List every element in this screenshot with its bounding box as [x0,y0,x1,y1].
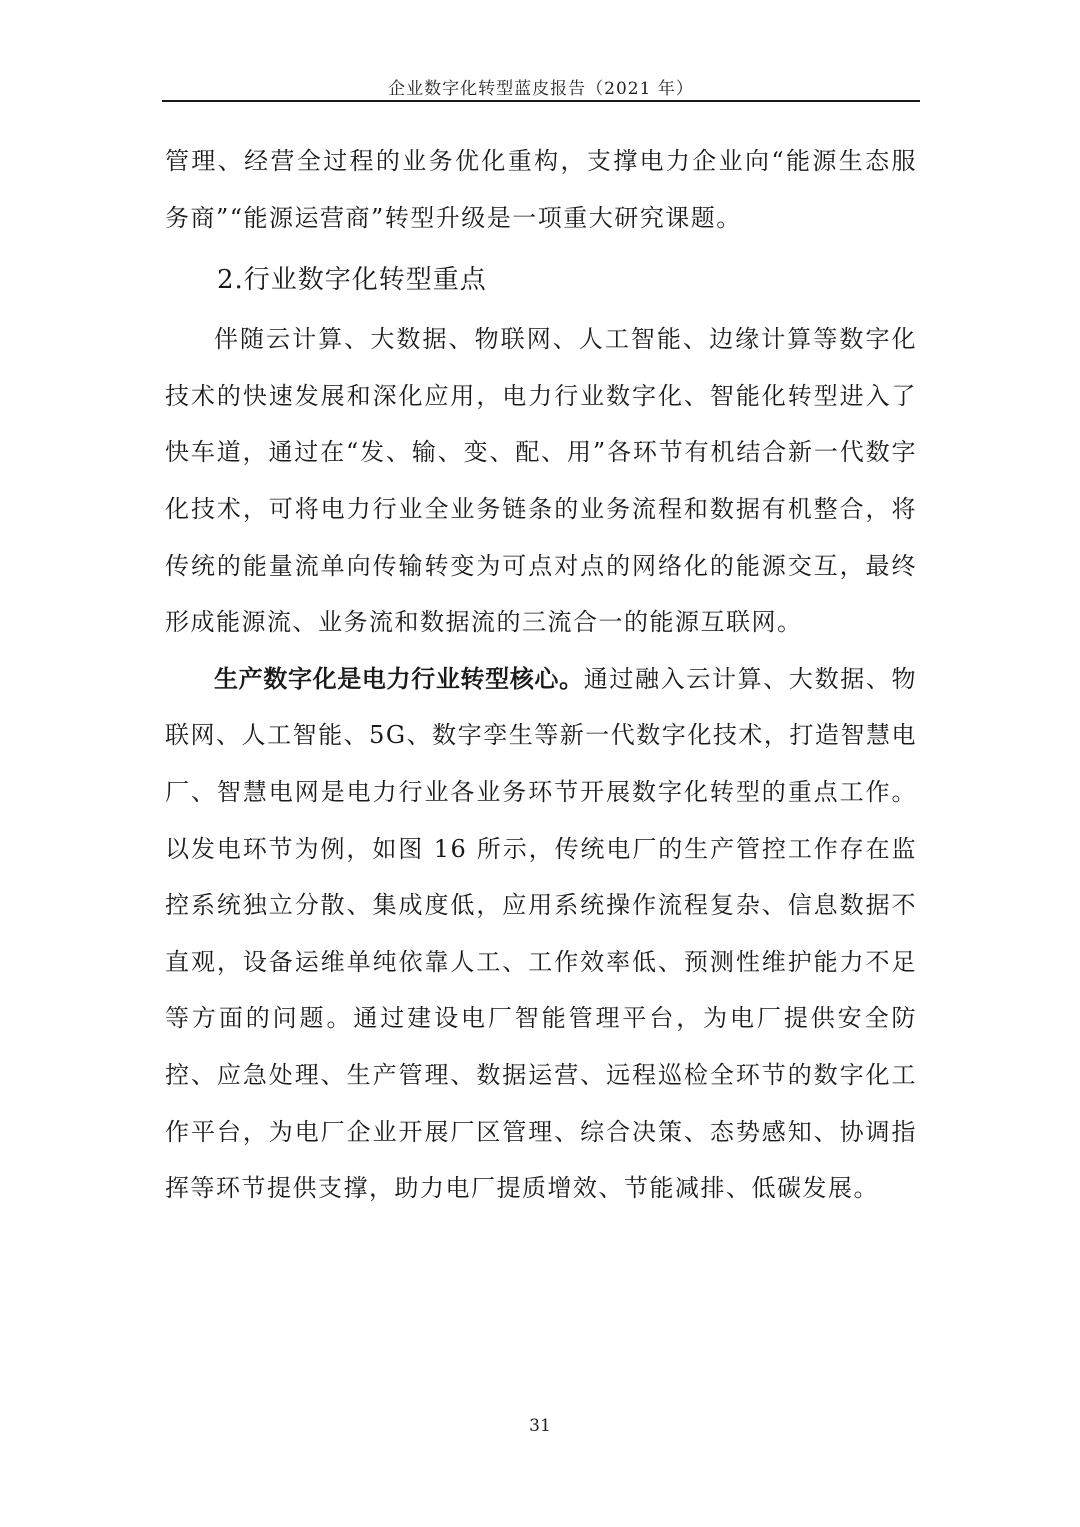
continued-paragraph: 管理、经营全过程的业务优化重构，支撑电力企业向“能源生态服务商”“能源运营商”转型升级是一项重大研究课题。 [165,147,917,232]
section-heading: 2.行业数字化转型重点 [217,265,487,296]
paragraph-2-lead: 生产数字化是电力行业转型核心。 [214,664,584,693]
paragraph-2 [165,651,917,1217]
header-rule [162,100,920,102]
page-number: 31 [529,1416,551,1436]
paragraph-2-body: 通过融入云计算、大数据、物联网、人工智能、5G、数字孪生等新一代数字化技术，打造智慧电厂、智慧电网是电力行业各业务环节开展数字化转型的重点工作。以发电环节为例，如图 16 所示，传统电厂的生产管控工作存在监控系统独立分散、集成度低，应用系统操作流程复杂、信息数据不直观，设备运维单纯依靠人工、工作效率低、预测性维护能力不足等方面的问题。通过建设电厂智能管理平台，为电厂提供安全防控、应急处理、生产管理、数据运营、远程巡检全环节的数字化工作平台，为电厂企业开展厂区管理、综合决策、态势感知、协调指挥等环节提供支撑，助力电厂提质增效、节能减排、低碳发展。 [165,664,918,1203]
page-body [165,133,917,1217]
running-header: 企业数字化转型蓝皮报告（2021 年） [388,79,694,99]
paragraph-1: 伴随云计算、大数据、物联网、人工智能、边缘计算等数字化技术的快速发展和深化应用，电力行业数字化、智能化转型进入了快车道，通过在“发、输、变、配、用”各环节有机结合新一代数字化技术，可将电力行业全业务链条的业务流程和数据有机整合，将传统的能量流单向传输转变为可点对点的网络化的能源交互，最终形成能源流、业务流和数据流的三流合一的能源互联网。 [165,325,917,637]
